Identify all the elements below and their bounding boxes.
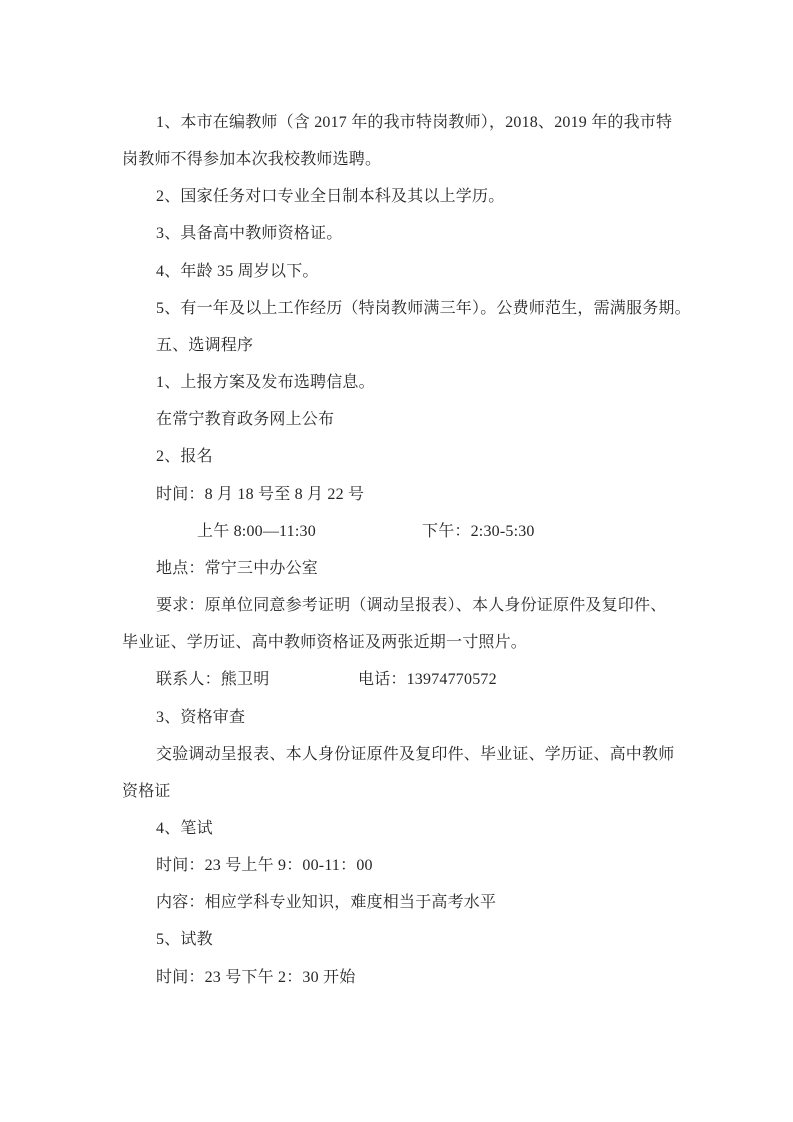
text-line (122, 736, 675, 773)
text-line (122, 327, 675, 364)
document-body (122, 104, 691, 996)
text-run: 要求：原单位同意参考证明（调动呈报表）、本人身份证原件及复印件、 (156, 597, 667, 615)
text-run: 电话：13974770572 (358, 671, 497, 689)
text-run: 5、有一年及以上工作经历（特岗教师满三年）。公费师范生，需满服务期。 (156, 299, 691, 317)
text-run: 2、国家任务对口专业全日制本科及其以上学历。 (156, 188, 505, 206)
text-line (122, 847, 675, 884)
text-run: 1、上报方案及发布选聘信息。 (156, 374, 375, 392)
text-run: 时间：23 号下午 2：30 开始 (156, 968, 356, 986)
text-run: 1、本市在编教师（含 2017 年的我市特岗教师），2018、2019 年的我市特 (156, 114, 673, 131)
text-line (122, 141, 675, 178)
text-run: 时间：23 号上午 9：00-11：00 (156, 857, 373, 875)
text-line (122, 884, 675, 921)
text-line (122, 364, 675, 401)
text-run: 交验调动呈报表、本人身份证原件及复印件、毕业证、学历证、高中教师 (156, 745, 675, 763)
text-line (122, 773, 675, 810)
text-run: 时间：8 月 18 号至 8 月 22 号 (156, 485, 365, 503)
text-line (122, 290, 691, 327)
text-run: 内容：相应学科专业知识，难度相当于高考水平 (156, 894, 497, 912)
text-run: 岗教师不得参加本次我校教师选聘。 (122, 151, 382, 169)
text-run: 5、试教 (156, 931, 213, 949)
text-line (122, 438, 675, 475)
text-line (122, 550, 675, 587)
text-run: 2、报名 (156, 448, 213, 466)
text-run: 4、笔试 (156, 819, 213, 837)
text-run: 地点：常宁三中办公室 (156, 559, 319, 577)
text-line (122, 215, 675, 252)
text-run: 资格证 (122, 782, 171, 800)
text-line (122, 661, 675, 698)
text-run: 在常宁教育政务网上公布 (156, 411, 335, 429)
text-run: 上午 8:00—11:30 (197, 522, 316, 540)
text-line (122, 810, 675, 847)
text-line (122, 513, 675, 550)
text-line (122, 401, 675, 438)
text-run: 联系人：熊卫明 (156, 671, 270, 689)
text-line (122, 624, 675, 661)
text-run: 下午：2:30-5:30 (422, 522, 535, 540)
text-run: 3、具备高中教师资格证。 (156, 225, 343, 243)
text-line (122, 587, 675, 624)
text-run: 毕业证、学历证、高中教师资格证及两张近期一寸照片。 (122, 634, 528, 652)
text-line (122, 921, 675, 958)
text-line (122, 699, 675, 736)
text-run: 4、年龄 35 周岁以下。 (156, 262, 319, 280)
text-line (122, 178, 675, 215)
text-line (122, 104, 675, 141)
text-line (122, 959, 675, 996)
text-run: 五、选调程序 (156, 336, 254, 354)
text-line (122, 253, 675, 290)
text-run: 3、资格审查 (156, 708, 246, 726)
text-line (122, 476, 675, 513)
